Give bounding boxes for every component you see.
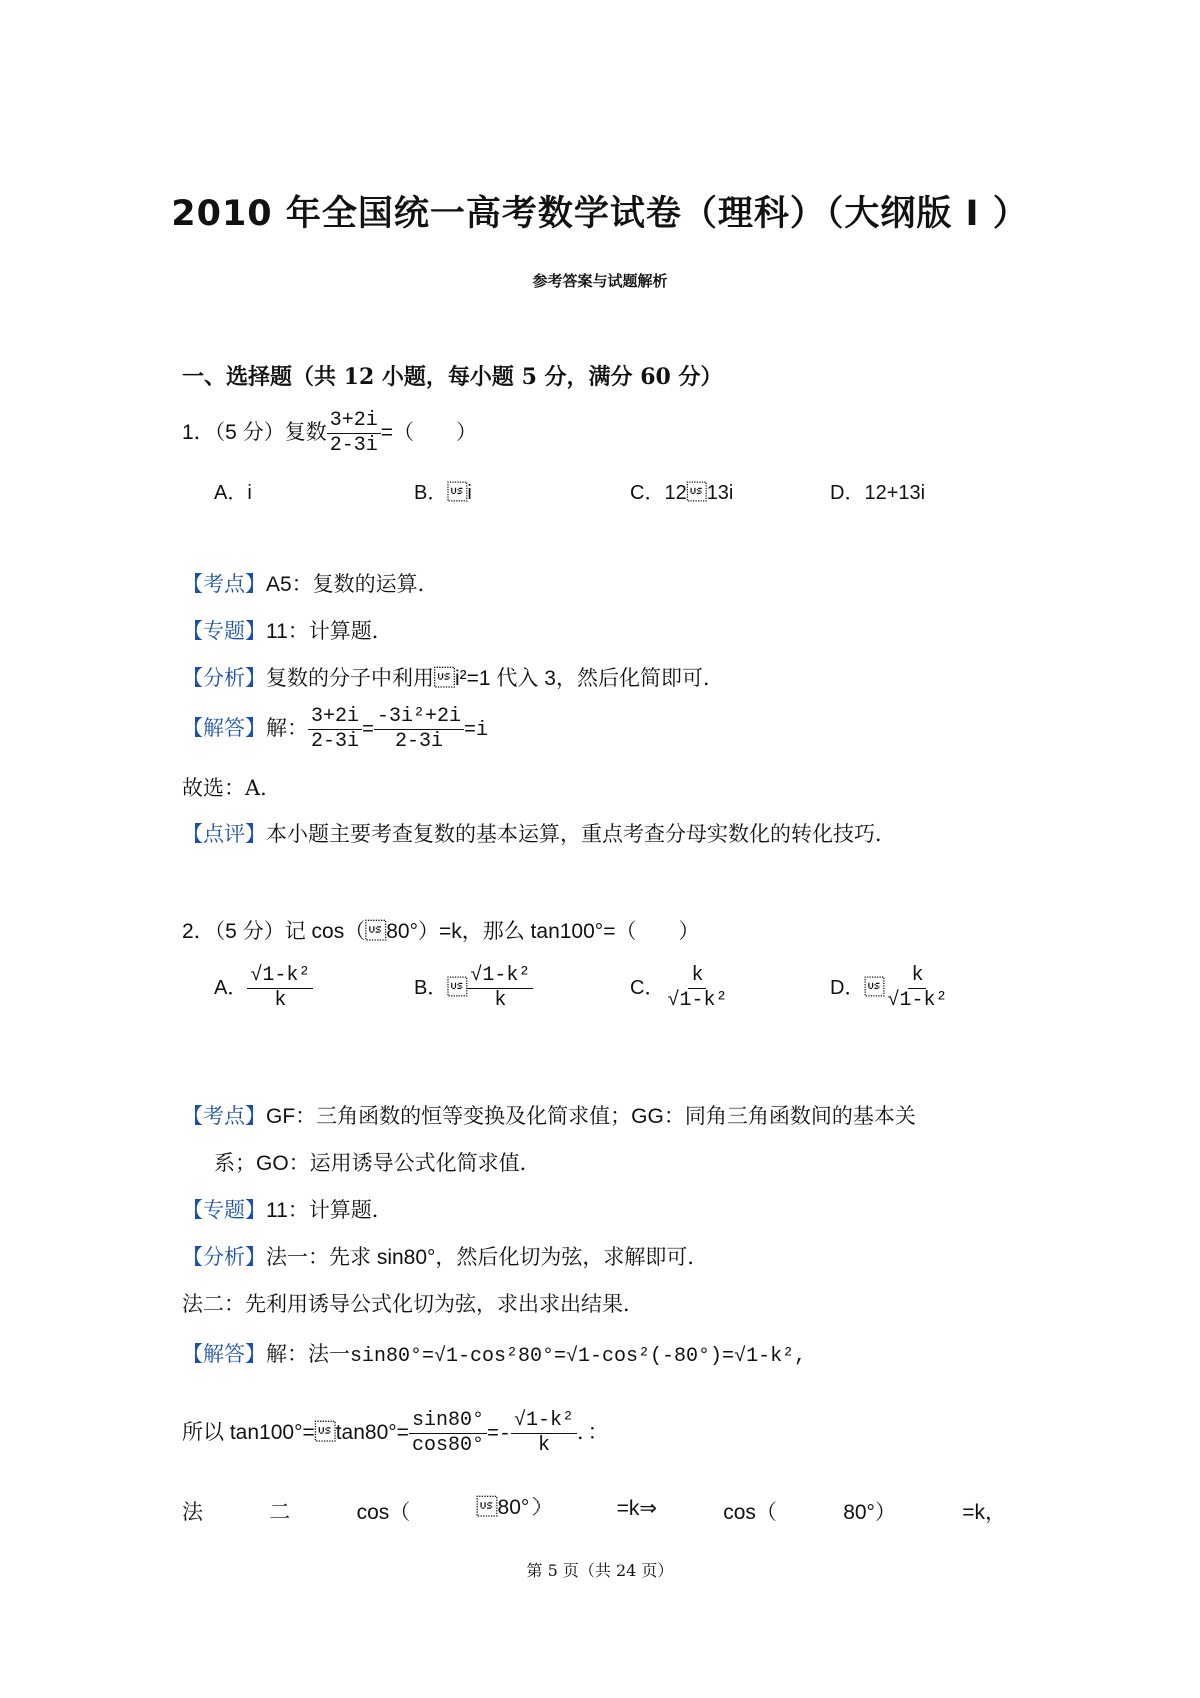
q2-option-c bbox=[630, 965, 730, 1012]
fenxi-text: 复数的分子中利用 i²=1 代入 3，然后化简即可． bbox=[266, 667, 724, 690]
jieda-tag: 【解答】 bbox=[182, 716, 266, 740]
dianping-text: 本小题主要考查复数的基本运算，重点考查分母实数化的转化技巧． bbox=[266, 822, 896, 846]
frac-num: sin80° bbox=[409, 1410, 487, 1434]
option-sign bbox=[447, 976, 468, 999]
frac-den: 2-3i bbox=[311, 730, 360, 753]
frac-num: √1-k² bbox=[467, 965, 533, 989]
frac-num: -3i²+2i bbox=[374, 706, 464, 730]
frac-den: √1-k² bbox=[667, 989, 728, 1012]
option-fraction bbox=[467, 965, 533, 1012]
kaodian-text-line1: GF：三角函数的恒等变换及化简求值；GG：同角三角函数间的基本关 bbox=[266, 1105, 916, 1128]
minus-sign: - bbox=[498, 1423, 511, 1446]
frac-den: cos80° bbox=[411, 1434, 484, 1457]
fenxi-text: 法一：先求 sin80°，然后化切为弦，求解即可． bbox=[266, 1246, 709, 1269]
zhuanti-tag: 【专题】 bbox=[182, 619, 266, 643]
q1-frac-den: 2-3i bbox=[329, 434, 378, 457]
q1-option-b: B． i bbox=[414, 482, 472, 504]
q2-zhuanti bbox=[182, 1194, 393, 1224]
q1-option-d: D．12+13i bbox=[830, 482, 926, 504]
q1-suffix: =（ ） bbox=[380, 421, 477, 445]
frac-den: √1-k² bbox=[887, 989, 948, 1012]
eq-result: =i bbox=[464, 719, 489, 742]
q2-fenxi bbox=[182, 1241, 708, 1271]
dianping-tag: 【点评】 bbox=[182, 822, 266, 846]
q2-option-b bbox=[414, 965, 533, 1012]
fa2-word: =k⇒ bbox=[616, 1497, 657, 1520]
q1-kaodian bbox=[182, 568, 439, 598]
tan-frac-2 bbox=[511, 1410, 577, 1457]
tan-prefix: 所以 tan100°= tan80°= bbox=[182, 1421, 409, 1444]
q1-jieda bbox=[182, 706, 488, 753]
zhuanti-text: 11：计算题． bbox=[266, 1199, 393, 1222]
jieda-tag: 【解答】 bbox=[182, 1342, 266, 1366]
fa2-word: =k， bbox=[962, 1501, 1006, 1524]
question-1-stem bbox=[182, 410, 477, 457]
q1-option-c: C．12 13i bbox=[630, 482, 734, 504]
q1-eq-frac-2 bbox=[374, 706, 464, 753]
page-number: 第 5 页（共 24 页） bbox=[526, 1561, 674, 1580]
option-label: B． bbox=[414, 976, 448, 999]
q1-zhuanti bbox=[182, 615, 393, 645]
q2-kaodian-line2: 系；GO：运用诱导公式化简求值． bbox=[214, 1152, 541, 1175]
frac-num: k bbox=[908, 965, 926, 989]
q1-dianping bbox=[182, 818, 896, 848]
option-fraction bbox=[247, 965, 313, 1012]
equals-sign: = bbox=[486, 1423, 499, 1446]
q2-option-d bbox=[830, 965, 950, 1012]
q2-kaodian bbox=[182, 1100, 916, 1130]
q1-option-a: A．i bbox=[214, 482, 252, 504]
jieda-prefix: 解：法一 bbox=[266, 1342, 350, 1366]
q2-fenxi-2: 法二：先利用诱导公式化切为弦，求出求出结果． bbox=[182, 1292, 644, 1316]
fa2-word: cos（ bbox=[356, 1501, 411, 1524]
question-2-stem: 2．（5 分）记 cos（ 80°）=k，那么 tan100°=（ ） bbox=[182, 920, 700, 943]
q2-option-a bbox=[214, 965, 313, 1012]
fa2-word: 法 bbox=[182, 1501, 203, 1524]
frac-den: k bbox=[538, 1434, 551, 1457]
jieda-expression: sin80°=√1-cos²80°=√1-cos²(-80°)=√1-k², bbox=[350, 1345, 807, 1368]
q2-tan-line bbox=[182, 1410, 609, 1457]
kaodian-tag: 【考点】 bbox=[182, 572, 266, 596]
tan-tail: ．： bbox=[577, 1420, 609, 1444]
q2-jieda bbox=[182, 1338, 806, 1368]
q1-frac-num: 3+2i bbox=[327, 410, 381, 434]
zhuanti-text: 11：计算题． bbox=[266, 620, 393, 643]
q1-fraction bbox=[327, 410, 381, 457]
option-label: D． bbox=[830, 976, 865, 999]
equals-sign: = bbox=[362, 719, 375, 742]
section-heading: 一、选择题（共 12 小题，每小题 5 分，满分 60 分） bbox=[182, 364, 723, 390]
kaodian-text: A5：复数的运算． bbox=[266, 573, 439, 596]
q1-eq-frac-1 bbox=[308, 706, 362, 753]
option-fraction bbox=[664, 965, 730, 1012]
fenxi-tag: 【分析】 bbox=[182, 666, 266, 690]
option-fraction bbox=[884, 965, 950, 1012]
option-label: C． bbox=[630, 976, 665, 999]
frac-den: k bbox=[494, 989, 507, 1012]
fa2-word: cos（ bbox=[723, 1501, 777, 1524]
q2-fa2-line bbox=[182, 1496, 1006, 1526]
fa2-word: 80°） bbox=[476, 1496, 551, 1519]
frac-num: 3+2i bbox=[308, 706, 362, 730]
q1-prefix: 1．（5 分）复数 bbox=[182, 421, 327, 445]
frac-den: k bbox=[274, 989, 287, 1012]
fenxi-tag: 【分析】 bbox=[182, 1245, 266, 1269]
page-title: 2010 年全国统一高考数学试卷（理科）（大纲版 I ） bbox=[171, 194, 1029, 234]
zhuanti-tag: 【专题】 bbox=[182, 1198, 266, 1222]
frac-num: k bbox=[688, 965, 706, 989]
fa2-word: 80°） bbox=[843, 1501, 896, 1524]
frac-num: √1-k² bbox=[511, 1410, 577, 1434]
q1-fenxi bbox=[182, 662, 724, 692]
tan-frac-1 bbox=[409, 1410, 487, 1457]
frac-num: √1-k² bbox=[247, 965, 313, 989]
option-label: A． bbox=[214, 976, 248, 999]
q1-guxuan: 故选：A． bbox=[182, 776, 282, 800]
option-sign bbox=[864, 976, 885, 999]
jieda-prefix: 解： bbox=[266, 716, 308, 740]
kaodian-tag: 【考点】 bbox=[182, 1104, 266, 1128]
frac-den: 2-3i bbox=[395, 730, 444, 753]
page-subtitle: 参考答案与试题解析 bbox=[532, 272, 668, 290]
fa2-word: 二 bbox=[269, 1501, 291, 1524]
